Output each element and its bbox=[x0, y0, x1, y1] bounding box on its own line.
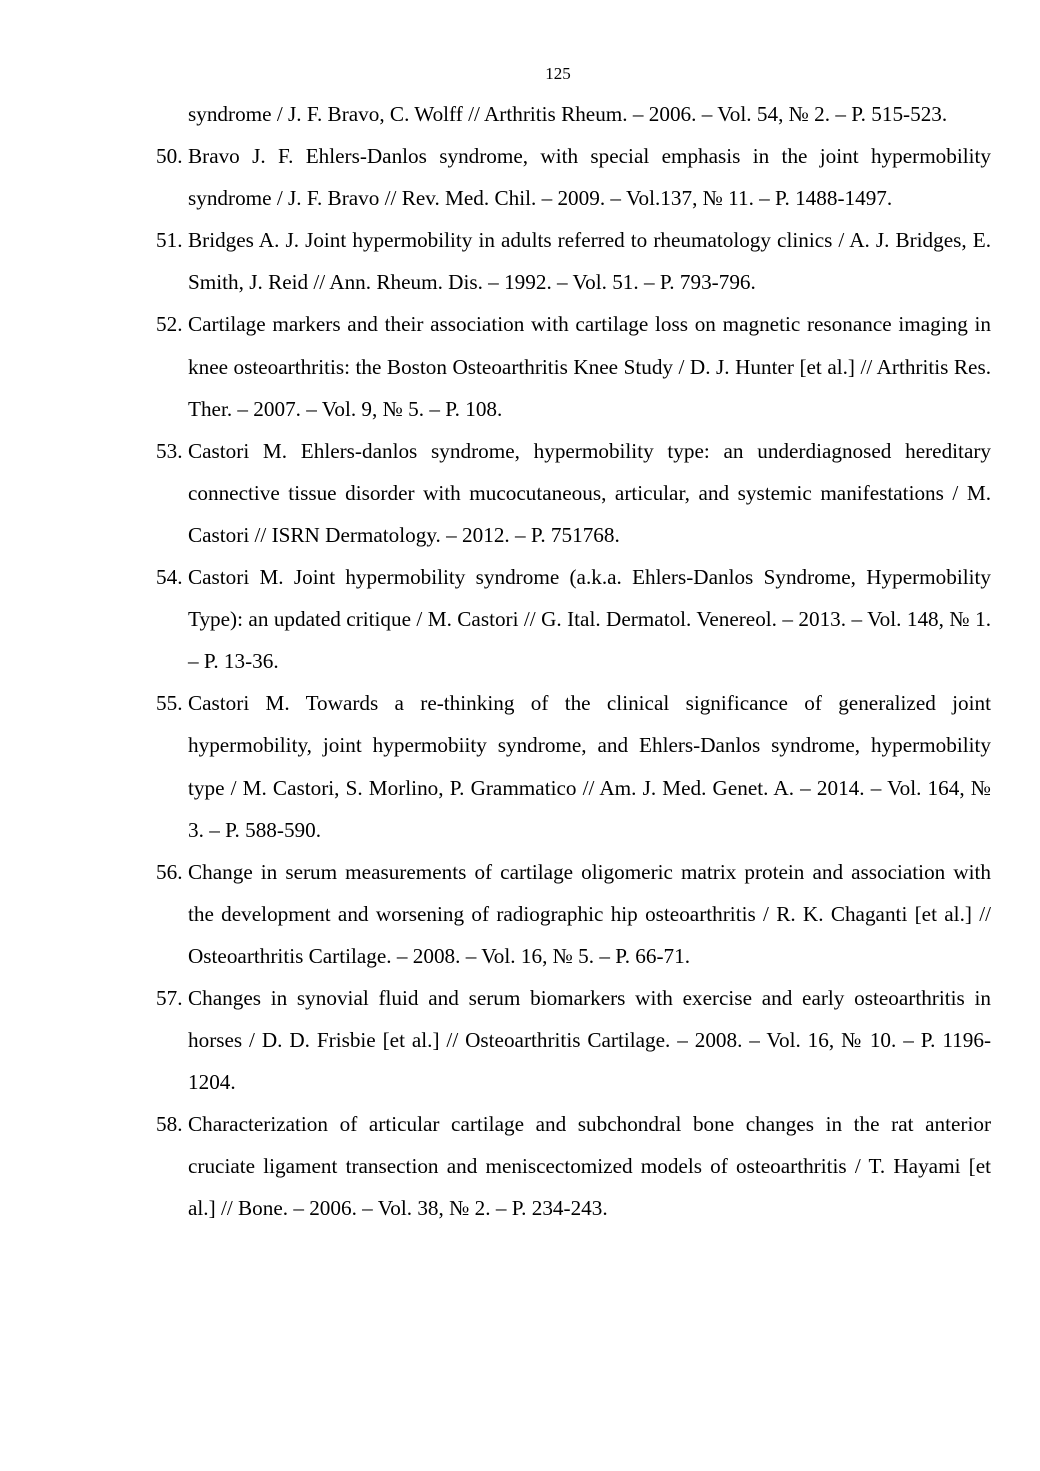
reference-text: Changes in synovial fluid and serum biomarkers with exercise and early osteoarthritis in horses / D. D. Frisbie [et al.] // Osteoarthritis Cartilage. – 2008. – Vol. 16, № 10. – P. 1196-1204. bbox=[188, 985, 991, 1095]
reference-item-50 bbox=[156, 135, 991, 219]
reference-number: 55. bbox=[156, 691, 183, 716]
reference-number: 57. bbox=[156, 985, 183, 1010]
reference-item-53 bbox=[156, 430, 991, 556]
reference-text: Bravo J. F. Ehlers-Danlos syndrome, with special emphasis in the joint hypermobility syndrome / J. F. Bravo // Rev. Med. Chil. – 2009. – Vol.137, № 11. – P. 1488-1497. bbox=[188, 144, 991, 211]
reference-number: 54. bbox=[156, 565, 183, 590]
reference-text: Bridges A. J. Joint hypermobility in adults referred to rheumatology clinics / A. J. Bridges, E. Smith, J. Reid // Ann. Rheum. Dis. – 1992. – Vol. 51. – P. 793-796. bbox=[188, 228, 991, 295]
reference-number: 51. bbox=[156, 228, 183, 253]
reference-text: Castori M. Joint hypermobility syndrome (a.k.a. Ehlers-Danlos Syndrome, Hypermobility Type): an updated critique / M. Castori // G. Ital. Dermatol. Venereol. – 2013. – Vol. 148, № 1. – P. 13-36. bbox=[188, 565, 991, 674]
reference-text: Cartilage markers and their association with cartilage loss on magnetic resonance imaging in knee osteoarthritis: the Boston Osteoarthritis Knee Study / D. J. Hunter [et al.] // Arthritis Res. Ther. – 2007. – Vol. 9, № 5. – P. 108. bbox=[188, 312, 991, 421]
reference-item-49-continued bbox=[188, 93, 991, 135]
reference-item-57 bbox=[156, 977, 991, 1103]
reference-text: Castori M. Ehlers-danlos syndrome, hypermobility type: an underdiagnosed hereditary connective tissue disorder with mucocutaneous, articular, and systemic manifestations / M. Castori // ISRN Dermatology. – 2012. – P. 751768. bbox=[188, 438, 991, 547]
reference-item-52 bbox=[156, 303, 991, 429]
page-number: 125 bbox=[545, 64, 571, 83]
reference-item-51 bbox=[156, 219, 991, 303]
reference-item-58 bbox=[156, 1103, 991, 1229]
reference-item-55 bbox=[156, 682, 991, 850]
reference-list bbox=[156, 93, 991, 1230]
reference-text: syndrome / J. F. Bravo, C. Wolff // Arthritis Rheum. – 2006. – Vol. 54, № 2. – P. 515-523. bbox=[188, 102, 948, 126]
reference-number: 53. bbox=[156, 438, 183, 463]
reference-item-56 bbox=[156, 851, 991, 977]
reference-number: 58. bbox=[156, 1112, 183, 1137]
reference-text: Characterization of articular cartilage and subchondral bone changes in the rat anterior cruciate ligament transection and meniscectomized models of osteoarthritis / T. Hayami [et al.] // Bone. – 2006. – Vol. 38, № 2. – P. 234-243. bbox=[188, 1112, 991, 1221]
reference-number: 50. bbox=[156, 144, 183, 169]
reference-number: 52. bbox=[156, 312, 183, 337]
reference-text: Change in serum measurements of cartilage oligomeric matrix protein and association with the development and worsening of radiographic hip osteoarthritis / R. K. Chaganti [et al.] // Osteoarthritis Cartilage. – 2008. – Vol. 16, № 5. – P. 66-71. bbox=[188, 859, 991, 968]
reference-text: Castori M. Towards a re-thinking of the clinical significance of generalized joint hypermobility, joint hypermobiity syndrome, and Ehlers-Danlos syndrome, hypermobility type / M. Castori, S. Morlino, P. Grammatico // Am. J. Med. Genet. A. – 2014. – Vol. 164, № 3. – P. 588-590. bbox=[188, 691, 991, 842]
reference-item-54 bbox=[156, 556, 991, 682]
reference-number: 56. bbox=[156, 859, 183, 884]
